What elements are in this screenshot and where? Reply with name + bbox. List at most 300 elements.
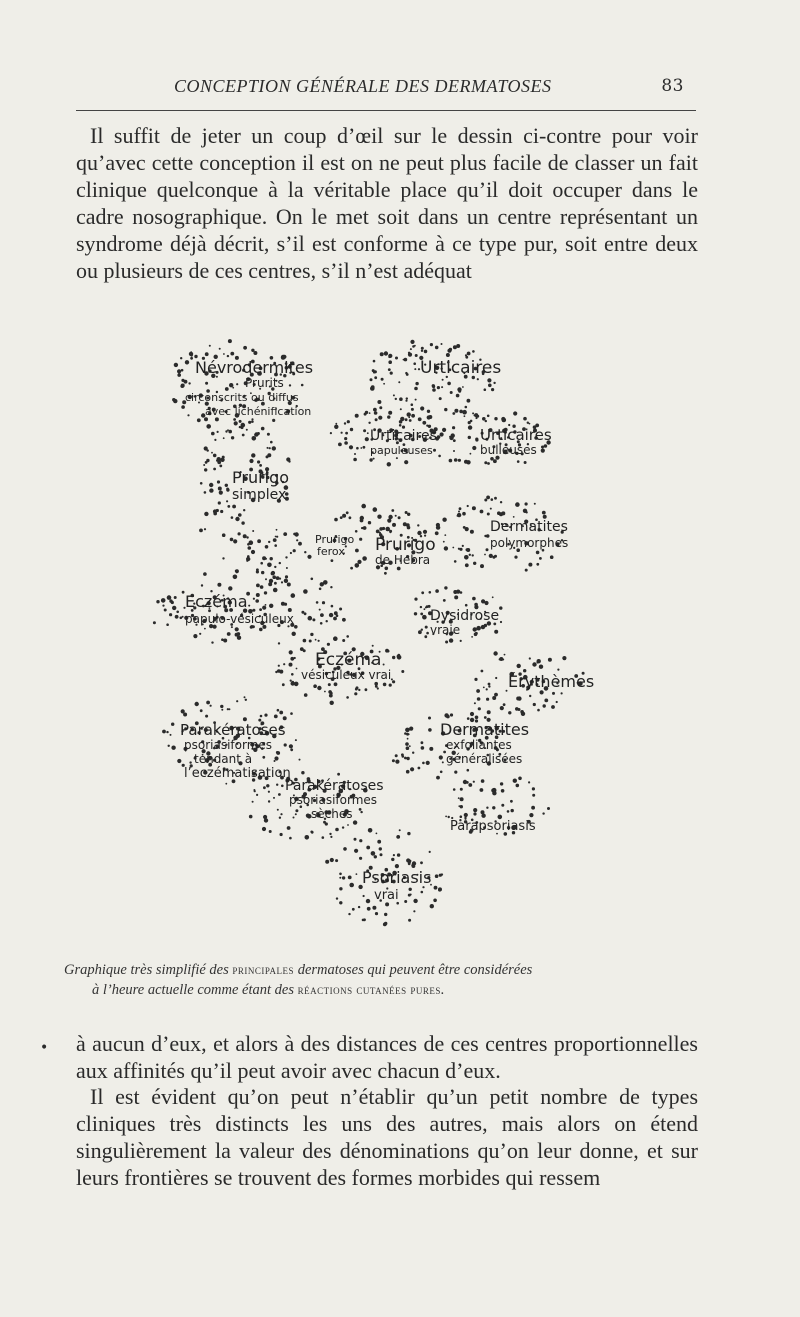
stipple-dot — [373, 360, 376, 363]
stipple-dot — [377, 400, 381, 404]
stipple-dot — [458, 459, 461, 462]
stipple-dot — [468, 352, 470, 354]
stipple-dot — [556, 701, 558, 703]
stipple-dot — [484, 624, 487, 627]
stipple-dot — [276, 751, 280, 755]
stipple-dot — [377, 515, 381, 519]
diagram-label-dermatites-polymorphes-line-1: polymorphes — [490, 536, 569, 550]
stipple-dot — [469, 554, 471, 556]
stipple-dot — [472, 597, 476, 601]
stipple-dot — [436, 776, 440, 780]
stipple-dot — [345, 432, 348, 435]
stipple-dot — [320, 613, 324, 617]
figure-caption — [64, 960, 704, 1000]
stipple-dot — [348, 913, 350, 915]
stipple-dot — [452, 547, 454, 549]
stipple-dot — [260, 562, 263, 565]
stipple-dot — [433, 449, 436, 452]
stipple-dot — [399, 424, 402, 427]
stipple-dot — [395, 357, 398, 360]
stipple-dot — [228, 430, 232, 434]
stipple-dot — [308, 616, 313, 621]
stipple-dot — [414, 345, 416, 347]
stipple-dot — [279, 562, 281, 564]
stipple-dot — [255, 599, 259, 603]
stipple-dot — [273, 588, 278, 593]
stipple-dot — [474, 702, 476, 704]
stipple-dot — [480, 510, 484, 514]
stipple-dot — [443, 541, 445, 543]
stipple-dot — [388, 368, 391, 371]
stipple-dot — [486, 698, 489, 701]
stipple-dot — [278, 665, 280, 667]
stipple-dot — [384, 913, 387, 916]
stipple-dot — [289, 744, 293, 748]
stipple-dot — [557, 669, 559, 671]
stipple-dot — [264, 714, 267, 717]
stipple-dot — [209, 483, 213, 487]
stipple-dot — [273, 797, 275, 799]
stipple-dot — [453, 450, 455, 452]
stipple-dot — [166, 731, 168, 733]
stipple-dot — [293, 817, 295, 819]
diagram-label-neurodermites-line-2: circonscrits ou diffus — [185, 391, 299, 404]
stipple-dot — [228, 339, 232, 343]
stipple-dot — [191, 354, 193, 356]
stipple-dot — [374, 682, 378, 686]
stipple-dot — [348, 876, 352, 880]
stipple-dot — [440, 432, 444, 436]
stipple-dot — [401, 753, 404, 756]
stipple-dot — [226, 488, 229, 491]
stipple-dot — [397, 567, 401, 571]
stipple-dot — [233, 539, 237, 543]
stipple-dot — [256, 584, 260, 588]
stipple-dot — [220, 458, 224, 462]
stipple-dot — [407, 832, 410, 835]
stipple-dot — [262, 556, 266, 560]
stipple-dot — [328, 683, 331, 686]
stipple-dot — [355, 414, 359, 418]
stipple-dot — [329, 833, 331, 835]
stipple-dot — [370, 386, 375, 391]
stipple-dot — [241, 423, 246, 428]
stipple-dot — [229, 383, 233, 387]
stipple-dot — [203, 464, 205, 466]
stipple-dot — [322, 836, 325, 839]
stipple-dot — [523, 509, 525, 511]
stipple-dot — [261, 427, 265, 431]
stipple-dot — [289, 663, 293, 667]
diagram-label-prurigo-hebra-line-0: Prurigo — [375, 535, 436, 555]
stipple-dot — [379, 532, 381, 534]
stipple-dot — [301, 384, 304, 387]
stipple-dot — [330, 432, 332, 434]
stipple-dot — [528, 563, 532, 567]
stipple-dot — [411, 414, 415, 418]
stipple-dot — [295, 739, 297, 741]
stipple-dot — [241, 521, 244, 524]
stipple-dot — [548, 658, 552, 662]
stipple-dot — [407, 513, 410, 516]
stipple-dot — [421, 350, 423, 352]
stipple-dot — [294, 657, 296, 659]
stipple-dot — [274, 582, 277, 585]
stipple-dot — [252, 801, 254, 803]
stipple-dot — [473, 812, 476, 815]
stipple-dot — [383, 383, 385, 385]
stipple-dot — [169, 613, 172, 616]
stipple-dot — [492, 696, 496, 700]
stipple-dot — [541, 446, 544, 449]
stipple-dot — [392, 656, 395, 659]
stipple-dot — [417, 524, 419, 526]
stipple-dot — [294, 532, 298, 536]
stipple-dot — [465, 563, 469, 567]
stipple-dot — [225, 783, 227, 785]
stipple-dot — [272, 446, 276, 450]
stipple-dot — [168, 745, 170, 747]
stipple-dot — [253, 351, 257, 355]
stipple-dot — [373, 507, 378, 512]
stipple-dot — [409, 745, 411, 747]
stipple-dot — [339, 877, 341, 879]
stipple-dot — [251, 420, 254, 423]
header-title: CONCEPTION GÉNÉRALE DES DERMATOSES — [174, 76, 552, 96]
stipple-dot — [475, 716, 479, 720]
stipple-dot — [488, 384, 492, 388]
stipple-dot — [405, 728, 410, 733]
stipple-dot — [529, 657, 531, 659]
stipple-dot — [246, 557, 250, 561]
stipple-dot — [243, 346, 247, 350]
stipple-dot — [375, 685, 378, 688]
stipple-dot — [280, 833, 283, 836]
stipple-dot — [544, 444, 548, 448]
stipple-dot — [239, 420, 242, 423]
stipple-dot — [458, 797, 460, 799]
stipple-dot — [333, 617, 337, 621]
stipple-dot — [161, 598, 166, 603]
stipple-dot — [153, 621, 156, 624]
stipple-dot — [395, 398, 397, 400]
stipple-dot — [347, 420, 350, 423]
stipple-dot — [359, 857, 362, 860]
stipple-dot — [446, 353, 450, 357]
stipple-dot — [231, 436, 234, 439]
stipple-dot — [355, 563, 360, 568]
stipple-dot — [344, 441, 348, 445]
stipple-dot — [295, 809, 298, 812]
stipple-dot — [358, 689, 360, 691]
stipple-dot — [176, 611, 179, 614]
stipple-dot — [391, 858, 394, 861]
stipple-dot — [481, 670, 484, 673]
stipple-dot — [473, 562, 476, 565]
stipple-dot — [442, 428, 446, 432]
stipple-dot — [355, 688, 358, 691]
stipple-dot — [197, 418, 201, 422]
diagram-label-eczema-vrai-line-0: Eczéma — [315, 650, 382, 670]
stipple-dot — [306, 814, 310, 818]
diagram-label-parakeratoses-1-line-1: psoriasiformes — [184, 738, 273, 752]
stipple-dot — [334, 682, 338, 686]
stipple-dot — [457, 515, 459, 517]
stipple-dot — [354, 838, 357, 841]
stipple-dot — [239, 426, 241, 428]
stipple-dot — [405, 742, 409, 746]
stipple-dot — [384, 572, 387, 575]
stipple-dot — [221, 638, 224, 641]
stipple-dot — [290, 748, 293, 751]
stipple-dot — [422, 762, 425, 765]
stipple-dot — [525, 502, 528, 505]
stipple-dot — [473, 627, 477, 631]
stipple-dot — [442, 518, 446, 522]
stipple-dot — [366, 846, 370, 850]
stipple-dot — [462, 545, 464, 547]
stipple-dot — [284, 743, 287, 746]
stipple-dot — [406, 397, 408, 399]
stipple-dot — [356, 873, 358, 875]
stipple-dot — [421, 746, 425, 750]
stipple-dot — [406, 770, 410, 774]
stipple-dot — [476, 689, 480, 693]
stipple-dot — [379, 406, 382, 409]
stipple-dot — [236, 571, 238, 573]
stipple-dot — [460, 591, 463, 594]
stipple-dot — [465, 354, 467, 356]
stipple-dot — [449, 638, 453, 642]
diagram-label-dermatites-exfoliantes-line-2: généralisées — [446, 752, 523, 766]
stipple-dot — [362, 556, 367, 561]
diagram-label-parakeratoses-1-line-2: tendant à — [194, 752, 253, 766]
stipple-dot — [439, 755, 443, 759]
stipple-dot — [177, 369, 181, 373]
stipple-dot — [464, 555, 469, 560]
diagram-label-psoriasis-line-0: Psoriasis — [362, 868, 432, 887]
stipple-dot — [331, 559, 334, 562]
stipple-dot — [238, 513, 242, 517]
stipple-dot — [329, 694, 333, 698]
stipple-dot — [458, 511, 460, 513]
stipple-dot — [503, 703, 506, 706]
stipple-dot — [363, 429, 366, 432]
diagram-label-parapsoriasis-line-0: Parapsoriasis — [450, 819, 536, 834]
stipple-dot — [420, 861, 423, 864]
stipple-dot — [449, 459, 453, 463]
stipple-dot — [397, 853, 400, 856]
stipple-dot — [281, 785, 284, 788]
stipple-dot — [187, 414, 189, 416]
stipple-dot — [488, 683, 491, 686]
stipple-dot — [517, 460, 520, 463]
stipple-dot — [528, 781, 530, 783]
stipple-dot — [426, 761, 430, 765]
stipple-dot — [404, 460, 408, 464]
stipple-dot — [467, 399, 471, 403]
stipple-dot — [453, 439, 456, 442]
stipple-dot — [276, 576, 280, 580]
stipple-dot — [513, 516, 515, 518]
stipple-dot — [269, 447, 271, 449]
stipple-dot — [499, 657, 503, 661]
stipple-dot — [486, 688, 488, 690]
stipple-dot — [279, 670, 283, 674]
stipple-dot — [452, 412, 455, 415]
stipple-dot — [374, 855, 377, 858]
diagram-label-dermatites-exfoliantes-line-0: Dermatites — [440, 720, 530, 739]
stipple-dot — [383, 664, 385, 666]
stipple-dot — [551, 705, 555, 709]
stipple-dot — [342, 639, 345, 642]
stipple-dot — [248, 605, 250, 607]
stipple-dot — [380, 352, 384, 356]
stipple-dot — [301, 771, 304, 774]
stipple-dot — [301, 611, 304, 614]
diagram-label-dysidrose-line-0: Dysidrose — [430, 608, 500, 624]
stipple-dot — [330, 586, 332, 588]
stipple-dot — [189, 761, 191, 763]
stipple-dot — [215, 417, 219, 421]
stipple-dot — [511, 809, 514, 812]
stipple-dot — [404, 900, 407, 903]
stipple-dot — [395, 754, 398, 757]
stipple-dot — [310, 831, 313, 834]
stipple-dot — [352, 908, 355, 911]
stipple-dot — [361, 504, 366, 509]
stipple-dot — [213, 468, 216, 471]
stipple-dot — [539, 557, 542, 560]
stipple-dot — [537, 659, 541, 663]
stipple-dot — [260, 715, 263, 718]
stipple-dot — [354, 849, 358, 853]
stipple-dot — [273, 538, 277, 542]
stipple-dot — [399, 397, 403, 401]
stipple-dot — [486, 548, 489, 551]
stipple-dot — [188, 382, 190, 384]
stipple-dot — [303, 649, 306, 652]
stipple-dot — [418, 767, 421, 770]
stipple-dot — [213, 454, 217, 458]
stipple-dot — [500, 501, 502, 503]
stipple-dot — [513, 779, 517, 783]
stipple-dot — [388, 356, 390, 358]
stipple-dot — [444, 713, 448, 717]
stipple-dot — [181, 405, 185, 409]
stipple-dot — [231, 516, 234, 519]
stipple-dot — [377, 840, 381, 844]
caption-part3: dermatoses qui peuvent être considérées — [294, 962, 533, 978]
stipple-dot — [434, 886, 438, 890]
stipple-dot — [261, 571, 264, 574]
stipple-dot — [294, 625, 298, 629]
stipple-dot — [274, 756, 278, 760]
stipple-dot — [467, 505, 469, 507]
stipple-dot — [330, 836, 332, 838]
diagram-label-dysidrose-line-1: vraie — [430, 623, 461, 637]
stipple-dot — [236, 700, 238, 702]
stipple-dot — [359, 538, 362, 541]
stipple-dot — [175, 615, 179, 619]
stipple-dot — [407, 412, 411, 416]
diagram-label-erythemes-line-0: Érythèmes — [508, 672, 595, 691]
stipple-dot — [193, 634, 197, 638]
stipple-dot — [474, 603, 478, 607]
diagram-label-prurigo-simplex-line-0: Prurigo — [232, 468, 290, 487]
stipple-dot — [177, 759, 181, 763]
stipple-dot — [450, 713, 453, 716]
stipple-dot — [415, 399, 417, 401]
stipple-dot — [374, 376, 377, 379]
stipple-dot — [493, 459, 497, 463]
stipple-dot — [243, 534, 247, 538]
stipple-dot — [360, 447, 362, 449]
stipple-dot — [363, 918, 366, 921]
stipple-dot — [452, 426, 455, 429]
stipple-dot — [515, 707, 519, 711]
stipple-dot — [349, 516, 352, 519]
stipple-dot — [200, 482, 203, 485]
stipple-dot — [366, 899, 370, 903]
stipple-dot — [456, 344, 460, 348]
stipple-dot — [514, 556, 517, 559]
stipple-dot — [265, 545, 269, 549]
stipple-dot — [449, 436, 451, 438]
stipple-dot — [272, 575, 276, 579]
stipple-dot — [199, 633, 201, 635]
stipple-dot — [500, 706, 504, 710]
stipple-dot — [460, 640, 462, 642]
stipple-dot — [353, 820, 357, 824]
diagram-label-parakeratoses-1-line-0: Parakératoses — [180, 721, 286, 739]
running-header — [74, 72, 694, 102]
stipple-dot — [384, 351, 388, 355]
stipple-dot — [487, 415, 490, 418]
stipple-dot — [426, 605, 429, 608]
diagram-label-neurodermites-line-3: avec lichénification — [205, 405, 312, 418]
stipple-dot — [523, 417, 527, 421]
stipple-dot — [316, 601, 319, 604]
diagram-labels — [180, 358, 594, 903]
stipple-dot — [363, 446, 366, 449]
stipple-dot — [484, 461, 487, 464]
stipple-dot — [267, 433, 270, 436]
stipple-dot — [210, 705, 212, 707]
stipple-dot — [524, 461, 527, 464]
stipple-dot — [291, 593, 296, 598]
stipple-dot — [228, 708, 230, 710]
stipple-dot — [413, 910, 415, 912]
stipple-dot — [285, 575, 288, 578]
stipple-dot — [491, 498, 494, 501]
stipple-dot — [410, 348, 412, 350]
stipple-dot — [368, 521, 371, 524]
diagram-label-urticaires-papuleuses-line-0: Urticaires — [370, 428, 437, 444]
stipple-dot — [364, 413, 367, 416]
diagram-label-urticaires-bulleuses-line-1: bulleuses — [480, 443, 537, 457]
stipple-dot — [536, 563, 539, 566]
stipple-dot — [405, 418, 408, 421]
stipple-dot — [459, 507, 462, 510]
stipple-dot — [222, 557, 224, 559]
stipple-dot — [487, 378, 491, 382]
stipple-dot — [449, 348, 452, 351]
stipple-dot — [244, 696, 246, 698]
stipple-dot — [265, 578, 267, 580]
stipple-dot — [468, 436, 471, 439]
stipple-dot — [203, 572, 207, 576]
